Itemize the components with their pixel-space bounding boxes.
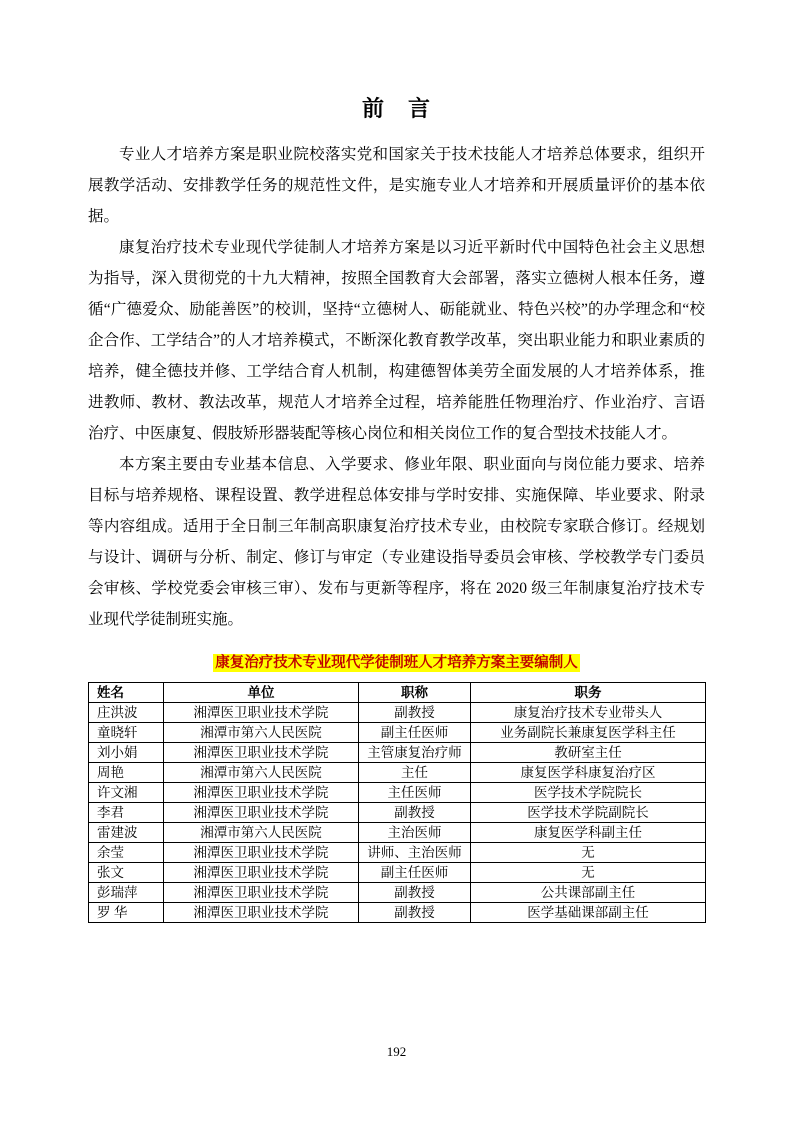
table-row: [89, 823, 706, 843]
table-cell: 童晓轩: [89, 723, 164, 743]
page-title: 前 言: [361, 96, 431, 121]
editors-table-header: [89, 683, 706, 703]
table-cell: 湘潭医卫职业技术学院: [164, 863, 359, 883]
table-cell: 主任医师: [359, 783, 471, 803]
table-cell: 张文: [89, 863, 164, 883]
table-cell: 副教授: [359, 883, 471, 903]
table-cell: 副主任医师: [359, 723, 471, 743]
table-cell: 湘潭市第六人民医院: [164, 723, 359, 743]
table-cell: 余莹: [89, 843, 164, 863]
table-cell: 无: [471, 843, 706, 863]
table-cell: 主治医师: [359, 823, 471, 843]
table-cell: 湘潭医卫职业技术学院: [164, 903, 359, 923]
table-row: [89, 803, 706, 823]
table-row: [89, 783, 706, 803]
table-cell: 康复治疗技术专业带头人: [471, 703, 706, 723]
paragraph: 专业人才培养方案是职业院校落实党和国家关于技术技能人才培养总体要求，组织开展教学活动、安排教学任务的规范性文件，是实施专业人才培养和开展质量评价的基本依据。: [88, 146, 705, 225]
table-cell: 罗 华: [89, 903, 164, 923]
table-cell: 彭瑞萍: [89, 883, 164, 903]
table-caption-highlight: 康复治疗技术专业现代学徒制班人才培养方案主要编制人: [215, 655, 578, 671]
table-row: [89, 903, 706, 923]
table-cell: 无: [471, 863, 706, 883]
editors-table-body: [89, 703, 706, 923]
table-cell: 医学基础课部副主任: [471, 903, 706, 923]
table-cell: 副教授: [359, 903, 471, 923]
table-cell: 湘潭市第六人民医院: [164, 823, 359, 843]
table-caption: [88, 651, 705, 672]
table-cell: 康复医学科康复治疗区: [471, 763, 706, 783]
table-cell: 业务副院长兼康复医学科主任: [471, 723, 706, 743]
table-cell: 周艳: [89, 763, 164, 783]
table-row: [89, 703, 706, 723]
table-row: [89, 843, 706, 863]
header-name: 姓名: [89, 683, 164, 703]
table-cell: 湘潭医卫职业技术学院: [164, 783, 359, 803]
table-row: [89, 883, 706, 903]
table-cell: 副教授: [359, 803, 471, 823]
table-cell: 湘潭医卫职业技术学院: [164, 703, 359, 723]
table-header-row: [89, 683, 706, 703]
table-cell: 副主任医师: [359, 863, 471, 883]
table-row: [89, 743, 706, 763]
editors-table: [88, 682, 706, 923]
table-cell: 雷建波: [89, 823, 164, 843]
table-cell: 刘小娟: [89, 743, 164, 763]
table-cell: 医学技术学院副院长: [471, 803, 706, 823]
table-cell: 主管康复治疗师: [359, 743, 471, 763]
table-cell: 湘潭市第六人民医院: [164, 763, 359, 783]
table-cell: 湘潭医卫职业技术学院: [164, 743, 359, 763]
page-number: 192: [386, 1044, 407, 1059]
table-cell: 教研室主任: [471, 743, 706, 763]
paragraph: 康复治疗技术专业现代学徒制人才培养方案是以习近平新时代中国特色社会主义思想为指导，深入贯彻党的十九大精神，按照全国教育大会部署，落实立德树人根本任务，遵循“广德爱众、励能善医”的校训，坚持“立德树人、砺能就业、特色兴校”的办学理念和“校企合作、工学结合”的人才培养模式，不断深化教育教学改革，突出职业能力和职业素质的培养，健全德技并修、工学结合育人机制，构建德智体美劳全面发展的人才培养体系，推进教师、教材、教法改革，规范人才培养全过程，培养能胜任物理治疗、作业治疗、言语治疗、中医康复、假肢矫形器装配等核心岗位和相关岗位工作的复合型技术技能人才。: [88, 239, 705, 442]
table-cell: 讲师、主治医师: [359, 843, 471, 863]
table-row: [89, 863, 706, 883]
table-cell: 庄洪波: [89, 703, 164, 723]
header-duty: 职务: [471, 683, 706, 703]
table-cell: 医学技术学院院长: [471, 783, 706, 803]
table-cell: 李君: [89, 803, 164, 823]
table-cell: 康复医学科副主任: [471, 823, 706, 843]
header-title: 职称: [359, 683, 471, 703]
table-row: [89, 763, 706, 783]
table-cell: 湘潭医卫职业技术学院: [164, 803, 359, 823]
table-cell: 主任: [359, 763, 471, 783]
table-cell: 湘潭医卫职业技术学院: [164, 843, 359, 863]
paragraph: 本方案主要由专业基本信息、入学要求、修业年限、职业面向与岗位能力要求、培养目标与培养规格、课程设置、教学进程总体安排与学时安排、实施保障、毕业要求、附录等内容组成。适用于全日制三年制高职康复治疗技术专业，由校院专家联合修订。经规划与设计、调研与分析、制定、修订与审定（专业建设指导委员会审核、学校教学专门委员会审核、学校党委会审核三审）、发布与更新等程序，将在 2020 级三年制康复治疗技术专业现代学徒制班实施。: [88, 456, 705, 628]
table-cell: 公共课部副主任: [471, 883, 706, 903]
preface-body: [88, 139, 705, 635]
header-unit: 单位: [164, 683, 359, 703]
table-cell: 许文湘: [89, 783, 164, 803]
table-cell: 副教授: [359, 703, 471, 723]
table-cell: 湘潭医卫职业技术学院: [164, 883, 359, 903]
table-row: [89, 723, 706, 743]
